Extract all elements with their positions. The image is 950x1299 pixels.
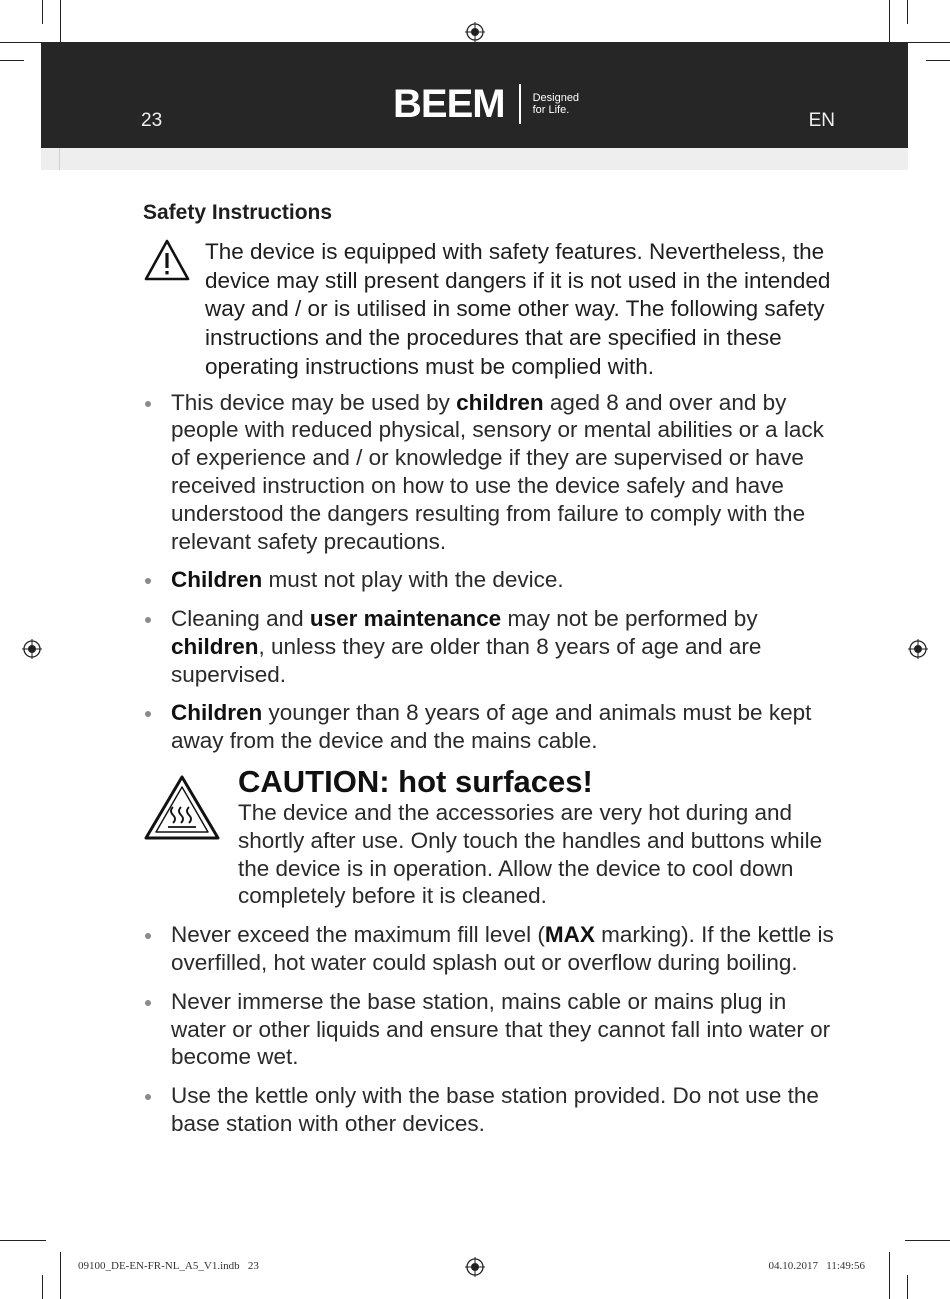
bullet-text: younger than 8 years of age and animals must be kept away from the device and the mains cable. (171, 700, 812, 754)
usage-bullet-list (143, 921, 843, 1138)
bullet-item (143, 566, 843, 594)
bullet-item (143, 389, 843, 556)
bullet-text: marking). If the kettle is overfilled, hot water could splash out or overflow during boiling. (171, 922, 834, 976)
caution-title: CAUTION: hot surfaces! (238, 764, 593, 800)
bullet-text: This device may be used by (171, 389, 457, 415)
registration-mark-icon (465, 22, 485, 42)
logo-divider (519, 84, 521, 124)
bold-term: children (456, 389, 544, 415)
safety-intro-text: The device is equipped with safety features. Nevertheless, the device may still present dangers if it is not used in the intended way and / or is utilised in some other way. The following safety instructions and the procedures that are specified in these operating instructions must be complied with. (205, 239, 831, 379)
crop-mark (42, 0, 43, 24)
brand-logo (393, 82, 579, 126)
bullet-dot (145, 711, 151, 717)
caution-block (143, 765, 843, 910)
bold-term: user maintenance (309, 606, 502, 632)
crop-mark (0, 42, 46, 43)
tagline-line-1: Designed (532, 92, 580, 104)
bold-term: Children (171, 567, 263, 593)
registration-mark-icon (22, 639, 42, 659)
bold-term: children (171, 633, 259, 659)
crop-mark (60, 1252, 61, 1299)
bullet-item (143, 988, 843, 1071)
bullet-item (143, 1082, 843, 1138)
warning-triangle-icon (143, 238, 191, 282)
crop-mark (0, 1240, 46, 1241)
header-band (41, 148, 908, 170)
bullet-text: Use the kettle only with the base station provided. Do not use the base station with other devices. (171, 1083, 819, 1137)
crop-mark (926, 60, 950, 61)
bullet-dot (145, 933, 151, 939)
crop-mark (905, 42, 950, 43)
bullet-text: Never immerse the base station, mains cable or mains plug in water or other liquids and ensure that they cannot fall into water or become wet. (171, 988, 831, 1070)
crop-mark (907, 0, 908, 24)
bullet-dot (145, 401, 151, 407)
page-number: 23 (141, 110, 163, 131)
caution-text: The device and the accessories are very hot during and shortly after use. Only touch the handles and buttons while the device is in operation. Allow the device to cool down completely before it is cleaned. (238, 800, 823, 909)
footer-file-info: 09100_DE-EN-FR-NL_A5_V1.indb 23 (78, 1260, 259, 1272)
bold-term: Children (171, 700, 263, 726)
crop-mark (42, 1275, 43, 1299)
hot-surface-icon (143, 773, 221, 841)
bullet-dot (145, 1000, 151, 1006)
crop-mark (60, 0, 61, 46)
crop-mark (907, 1275, 908, 1299)
bullet-text: must not play with the device. (262, 567, 564, 593)
page-content (143, 196, 843, 1138)
brand-tagline (533, 92, 579, 116)
safety-bullet-list (143, 389, 843, 756)
brand-name: BEEM (393, 82, 505, 126)
section-title: Safety Instructions (143, 201, 333, 224)
bullet-text: Never exceed the maximum fill level ( (171, 922, 545, 948)
registration-mark-icon (465, 1257, 485, 1277)
registration-mark-icon (908, 639, 928, 659)
bullet-text: , unless they are older than 8 years of age and are supervised. (171, 633, 762, 687)
language-code: EN (808, 110, 835, 131)
crop-mark (889, 1252, 890, 1299)
bullet-dot (145, 578, 151, 584)
bullet-dot (145, 1094, 151, 1100)
bullet-dot (145, 617, 151, 623)
tagline-line-2: for Life. (532, 104, 570, 116)
footer-timestamp: 04.10.2017 11:49:56 (768, 1260, 865, 1272)
band-rule (59, 148, 60, 170)
crop-mark (905, 1240, 950, 1241)
crop-mark (0, 60, 24, 61)
crop-mark (889, 0, 890, 46)
bullet-item (143, 921, 843, 977)
page-header (41, 42, 908, 148)
safety-warning-block (143, 238, 843, 382)
bold-term: MAX (544, 922, 595, 948)
bullet-text: aged 8 and over and by people with reduced physical, sensory or mental abilities or a lack of experience and / or knowledge if they are supervised or have received instruction on how to use the device safely and have understood the dangers resulting from failure to comply with the relevant safety precautions. (171, 389, 824, 554)
bullet-item (143, 605, 843, 688)
bullet-text: may not be performed by (501, 606, 758, 632)
bullet-text: Cleaning and (171, 606, 310, 632)
bullet-item (143, 699, 843, 755)
